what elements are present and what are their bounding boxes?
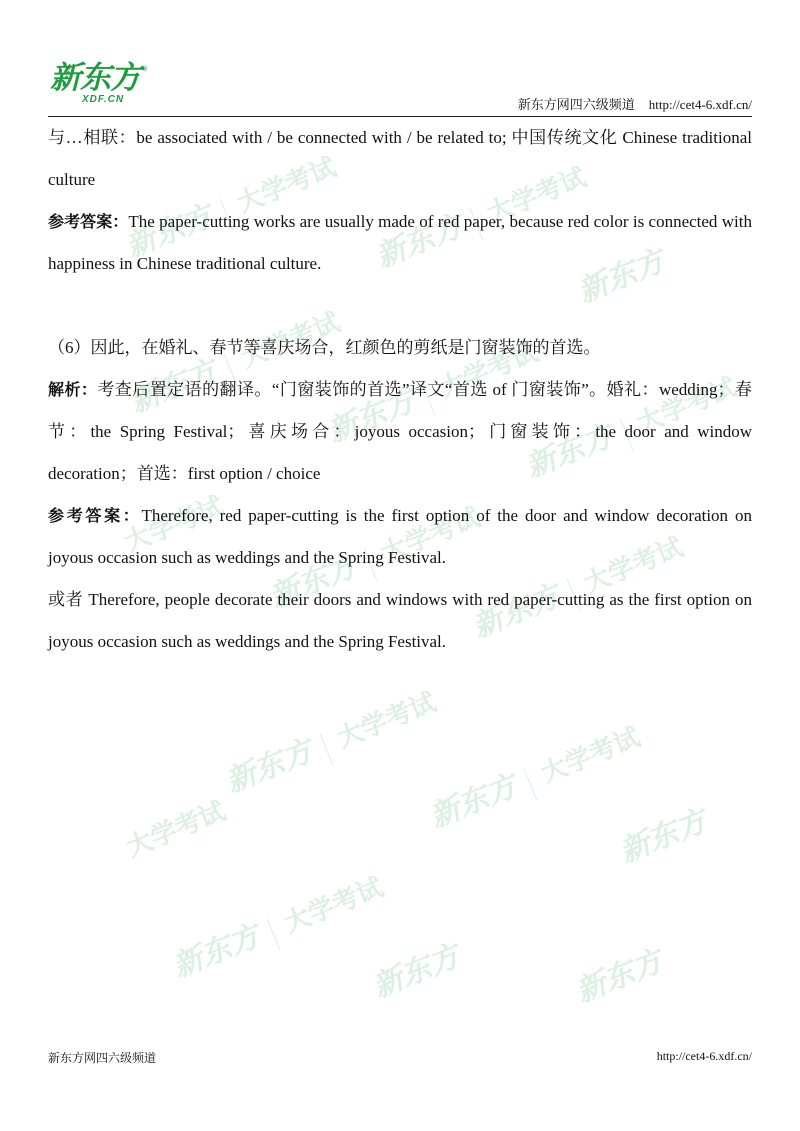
watermark: 新东方 [572,243,670,310]
analysis-text: 考查后置定语的翻译。“门窗装饰的首选”译文“首选 of 门窗装饰”。婚礼：wedding；春节：the Spring Festival；喜庆场合：joyous occasion；门窗装饰：the door and window decoration；首选：first option / choice [48,380,752,483]
header-site-url[interactable]: http://cet4-6.xdf.cn/ [648,97,752,112]
answer-label: 参考答案： [48,506,142,525]
watermark: 新东方大学考试 [120,152,341,265]
alternative-answer: 或者 Therefore, people decorate their doors and windows with red paper-cutting as the first option on joyous occasion such as weddings and the Spring Festival. [48,590,752,651]
watermark: 新东方大学考试 [520,372,741,485]
watermark: 新东方大学考试 [467,532,688,645]
watermark: 大学考试 [122,796,230,864]
reference-answer-6 [48,495,752,579]
registered-mark: ® [142,66,148,73]
watermark: 新东方 [614,803,712,870]
question-6-sentence: （6）因此，在婚礼、春节等喜庆场合，红颜色的剪纸是门窗装饰的首选。 [48,338,601,357]
answer-text: The paper-cutting works are usually made of red paper, because red color is connected with happiness in Chinese traditional culture. [48,212,752,273]
footer-site-url[interactable]: http://cet4-6.xdf.cn/ [656,1049,752,1063]
analysis-paragraph [48,369,752,495]
watermark: 新东方大学考试 [322,337,543,450]
watermark: 大学考试 [120,491,228,559]
watermark: 新东方大学考试 [264,502,485,615]
watermark: 新东方大学考试 [124,307,345,420]
vocab-line: 与…相联：be associated with / be connected with / be related to; 中国传统文化 Chinese traditional culture [48,128,752,189]
watermark: 新东方大学考试 [370,162,591,275]
answer-text: Therefore, red paper-cutting is the first option of the door and window decoration on joyous occasion such as weddings and the Spring Festival. [48,506,752,567]
watermark: 新东方大学考试 [167,872,388,985]
answer-label: 参考答案： [48,212,129,231]
watermark: 新东方大学考试 [220,687,441,800]
footer-site-name: 新东方网四六级频道 [48,1051,157,1065]
watermark: 新东方 [367,938,465,1005]
watermark: 新东方 [570,943,668,1010]
document-body [48,117,752,663]
xdf-logo: 新东方 XDF.CN [50,60,140,105]
spacer [48,285,752,327]
header-site-info [518,97,752,113]
header-site-name: 新东方网四六级频道 [517,97,635,112]
watermark: 新东方大学考试 [424,722,645,835]
analysis-label: 解析： [48,380,98,399]
reference-answer-5 [48,201,752,285]
